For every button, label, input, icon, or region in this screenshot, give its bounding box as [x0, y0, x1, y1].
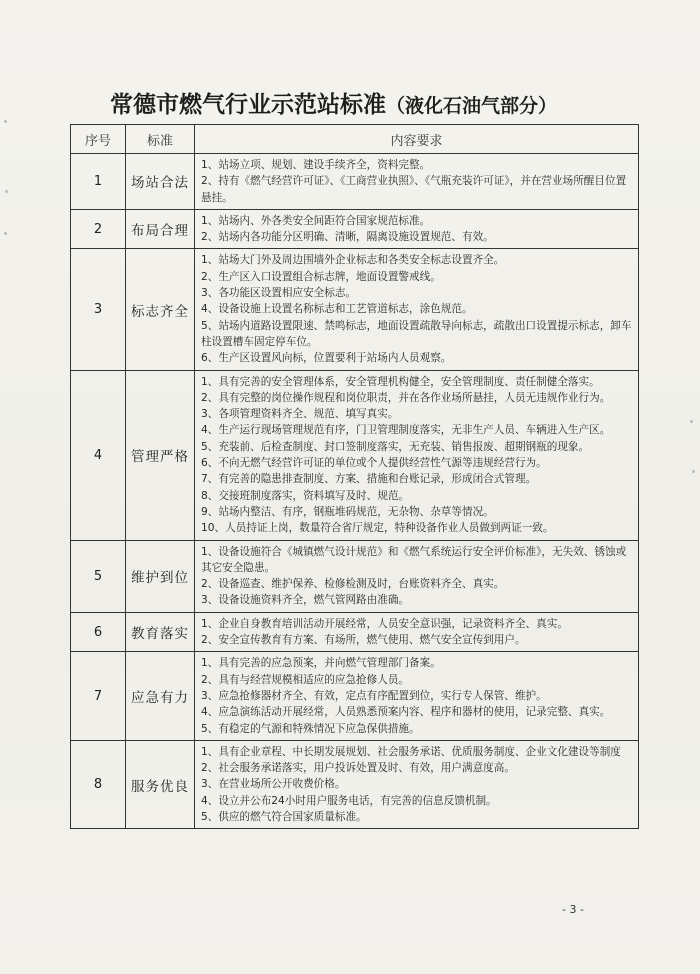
table-header-row [71, 125, 639, 154]
requirement-item: 2、持有《燃气经营许可证》、《工商营业执照》、《气瓶充装许可证》，并在营业场所醒目位置悬挂。 [201, 175, 627, 204]
requirement-item: 1、具有完善的应急预案，并向燃气管理部门备案。 [201, 657, 441, 670]
requirement-item: 6、不向无燃气经营许可证的单位或个人提供经营性气源等违规经营行为。 [201, 457, 547, 470]
row-standard-name: 管理严格 [126, 370, 195, 540]
page-title [110, 86, 630, 119]
row-standard-name: 服务优良 [126, 740, 195, 828]
row-requirements [195, 540, 639, 612]
requirement-item: 1、企业自身教育培训活动开展经常，人员安全意识强，记录资料齐全、真实。 [201, 617, 568, 630]
table-row [71, 612, 639, 652]
row-number: 4 [71, 370, 126, 540]
requirement-item: 1、站场大门外及周边围墙外企业标志和各类安全标志设置齐全。 [201, 254, 505, 267]
header-standard: 标准 [126, 125, 195, 154]
row-number: 5 [71, 540, 126, 612]
row-number: 7 [71, 652, 126, 740]
table-row [71, 209, 639, 249]
row-requirements [195, 370, 639, 540]
row-standard-name: 应急有力 [126, 652, 195, 740]
row-number: 2 [71, 209, 126, 249]
requirement-item: 1、站场立项、规划、建设手续齐全，资料完整。 [201, 159, 431, 171]
requirement-item: 5、有稳定的气源和特殊情况下应急保供措施。 [201, 722, 420, 735]
standards-table [70, 124, 639, 829]
row-requirements [195, 209, 639, 249]
requirement-item: 2、具有与经营规模相适应的应急抢修人员。 [201, 673, 410, 686]
requirement-item: 4、设备设施上设置名称标志和工艺管道标志，涂色规范。 [201, 303, 473, 316]
row-requirements [195, 740, 639, 828]
requirement-item: 3、各功能区设置相应安全标志。 [201, 287, 357, 300]
requirement-item: 4、生产运行现场管理规范有序，门卫管理制度落实，无非生产人员、车辆进入生产区。 [201, 424, 611, 437]
table-row [71, 370, 639, 540]
requirement-item: 6、生产区设置风向标，位置要利于站场内人员观察。 [201, 352, 452, 365]
requirement-item: 3、各项管理资料齐全、规范、填写真实。 [201, 408, 399, 421]
requirement-item: 10、人员持证上岗，数量符合省厅规定，特种设备作业人员做到两证一致。 [201, 522, 554, 535]
row-standard-name: 维护到位 [126, 540, 195, 612]
header-requirements: 内容要求 [195, 125, 639, 154]
requirement-item: 5、站场内道路设置限速、禁鸣标志，地面设置疏散导向标志，疏散出口设置提示标志，卸车柱设置槽车固定停车位。 [201, 319, 632, 348]
requirement-item: 1、设备设施符合《城镇燃气设计规范》和《燃气系统运行安全评价标准》，无失效、锈蚀或其它安全隐患。 [201, 545, 627, 574]
row-standard-name: 场站合法 [126, 154, 195, 210]
requirement-item: 4、应急演练活动开展经常，人员熟悉预案内容、程序和器材的使用，记录完整、真实。 [201, 706, 611, 719]
requirement-item: 2、社会服务承诺落实，用户投诉处置及时、有效，用户满意度高。 [201, 762, 515, 775]
requirement-item: 4、设立并公布24小时用户服务电话，有完善的信息反馈机制。 [201, 794, 497, 807]
row-standard-name: 标志齐全 [126, 249, 195, 370]
table-row [71, 154, 639, 210]
scan-mark [690, 420, 693, 423]
scan-mark [4, 120, 7, 123]
table-row [71, 540, 639, 612]
table-row [71, 249, 639, 370]
scan-mark [4, 232, 7, 235]
header-no: 序号 [71, 125, 126, 154]
requirement-item: 2、设备巡查、维护保养、检修检测及时，台账资料齐全、真实。 [201, 578, 505, 591]
row-requirements [195, 652, 639, 740]
table-body [71, 154, 639, 829]
requirement-item: 3、在营业场所公开收费价格。 [201, 778, 346, 791]
row-standard-name: 布局合理 [126, 209, 195, 249]
requirement-item: 3、应急抢修器材齐全、有效，定点有序配置到位，实行专人保管、维护。 [201, 689, 547, 702]
requirement-item: 7、有完善的隐患排查制度、方案、措施和台账记录，形成闭合式管理。 [201, 473, 537, 486]
requirement-item: 1、具有完善的安全管理体系，安全管理机构健全，安全管理制度、责任制健全落实。 [201, 375, 600, 388]
row-standard-name: 教育落实 [126, 612, 195, 652]
title-main: 常德市燃气行业示范站标准 [110, 91, 386, 118]
requirement-item: 5、充装前、后检查制度、封口签制度落实，无充装、销售报废、超期钢瓶的现象。 [201, 440, 590, 453]
requirement-item: 5、供应的燃气符合国家质量标准。 [201, 810, 367, 823]
row-requirements [195, 154, 639, 210]
row-number: 3 [71, 249, 126, 370]
requirement-item: 2、具有完整的岗位操作规程和岗位职责，并在各作业场所悬挂，人员无违规作业行为。 [201, 391, 611, 404]
requirement-item: 2、站场内各功能分区明确、清晰，隔离设施设置规范、有效。 [201, 231, 494, 244]
row-requirements [195, 249, 639, 370]
table-row [71, 740, 639, 828]
scan-mark [692, 470, 695, 473]
requirement-item: 1、具有企业章程、中长期发展规划、社会服务承诺、优质服务制度、企业文化建设等制度 [201, 745, 621, 758]
requirement-item: 9、站场内整洁、有序，钢瓶堆码规范，无杂物、杂草等情况。 [201, 505, 494, 518]
row-requirements [195, 612, 639, 652]
row-number: 6 [71, 612, 126, 652]
requirement-item: 8、交接班制度落实，资料填写及时、规范。 [201, 489, 410, 502]
row-number: 8 [71, 740, 126, 828]
page-number: - 3 - [562, 903, 584, 916]
requirement-item: 1、站场内、外各类安全间距符合国家规范标准。 [201, 214, 431, 227]
row-number: 1 [71, 154, 126, 210]
title-subtitle: （液化石油气部分） [386, 95, 558, 117]
requirement-item: 2、安全宣传教育有方案、有场所，燃气使用、燃气安全宣传到用户。 [201, 634, 526, 647]
requirement-item: 3、设备设施资料齐全，燃气管网路由准确。 [201, 594, 410, 607]
table-row [71, 652, 639, 740]
requirement-item: 2、生产区入口设置组合标志牌，地面设置警戒线。 [201, 270, 441, 283]
scan-mark [5, 190, 8, 193]
